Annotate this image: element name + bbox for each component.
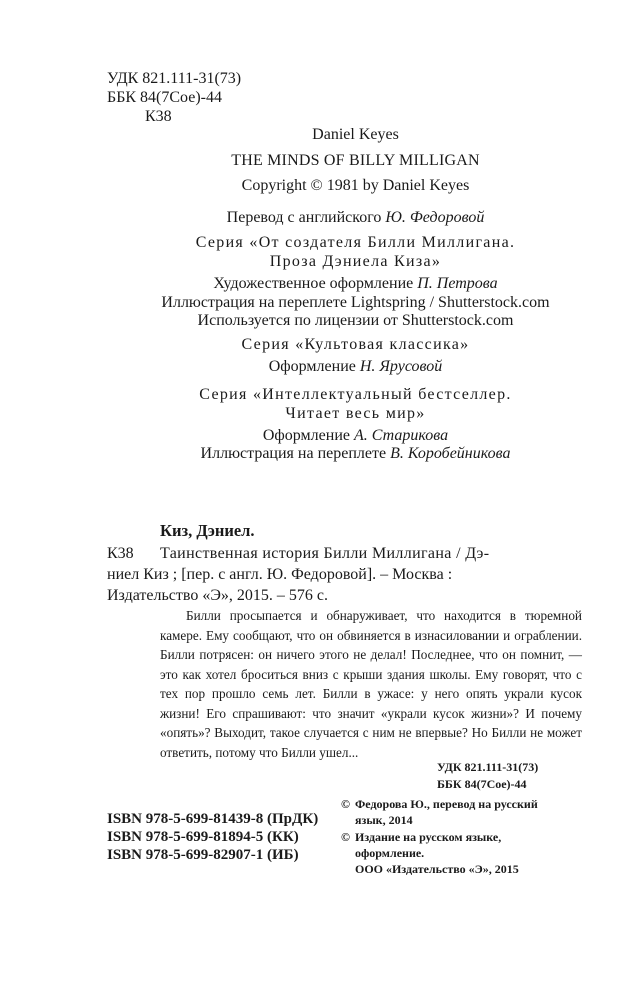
illustration3-name: В. Коробейникова <box>390 445 511 462</box>
author-mark: К38 <box>145 108 172 125</box>
design2-label: Оформление <box>268 358 356 375</box>
design2-credit <box>130 356 581 377</box>
art-name: П. Петрова <box>417 275 498 292</box>
copyright-edition-text: Издание на русском языке, оформление. <box>355 830 502 860</box>
license-credit: Используется по лицензии от Shutterstock.com <box>197 312 514 329</box>
copyright-symbol: © <box>341 797 350 811</box>
copyright-translation <box>341 796 561 828</box>
udk-code: УДК 821.111-31(73) <box>107 70 242 87</box>
series1-line2: Проза Дэниела Киза» <box>269 253 442 270</box>
translation-credit <box>130 207 581 228</box>
design3-label: Оформление <box>262 427 350 444</box>
copyright-edition <box>341 829 561 877</box>
catalog-bbk: ББК 84(7Сое)-44 <box>437 777 527 791</box>
illustration3-label: Иллюстрация на переплете <box>200 445 387 462</box>
catalog-line2: ниел Киз ; [пер. с англ. Ю. Федоровой]. – Москва : <box>107 566 453 583</box>
bbk-code: ББК 84(7Сое)-44 <box>107 89 222 106</box>
annotation-text: Билли просыпается и обнаруживает, что находится в тюремной камере. Ему сообщают, что он обвиняется в изнасиловании и ограблении. Билли потрясен: он ничего этого не делал! Последнее, что он помнит, — это как хотел броситься вниз с крыши здания школы. Ему говорят, что с тех пор прошло семь лет. Билли в ужасе: у него опять украли кусок жизни! Его спрашивают: что значит «украли кусок жизни»? И почему «опять»? Выходит, такое случается с ним не впервые? Но Билли не может ответить, потому что Билли ушел... <box>160 608 582 760</box>
original-copyright: Copyright © 1981 by Daniel Keyes <box>241 177 470 194</box>
isbn-2: ISBN 978-5-699-81894-5 (КК) <box>107 829 299 845</box>
illustration-credit: Иллюстрация на переплете Lightspring / Shutterstock.com <box>161 294 550 311</box>
design2-name: Н. Ярусовой <box>359 358 443 375</box>
isbn-1: ISBN 978-5-699-81439-8 (ПрДК) <box>107 811 319 827</box>
copyright-translation-text: Федорова Ю., перевод на русский язык, 2014 <box>355 797 538 827</box>
annotation <box>160 606 582 762</box>
original-author: Daniel Keyes <box>312 126 399 143</box>
design3-name: А. Старикова <box>353 427 449 444</box>
catalog-author-heading: Киз, Дэниел. <box>160 521 255 540</box>
series3-line1: Серия «Интеллектуальный бестселлер. <box>199 386 512 403</box>
copyright-publisher: ООО «Издательство «Э», 2015 <box>355 862 519 876</box>
original-title: THE MINDS OF BILLY MILLIGAN <box>231 152 480 169</box>
isbn-3: ISBN 978-5-699-82907-1 (ИБ) <box>107 847 299 863</box>
series3-line2: Читает весь мир» <box>285 405 426 422</box>
series1-line1: Серия «От создателя Билли Миллигана. <box>195 234 516 251</box>
translator-name: Ю. Федоровой <box>385 209 485 226</box>
catalog-line3: Издательство «Э», 2015. – 576 с. <box>107 587 328 604</box>
art-label: Художественное оформление <box>213 275 414 292</box>
copyright-symbol: © <box>341 830 350 844</box>
translation-label: Перевод с английского <box>226 209 382 226</box>
illustration3-credit <box>130 443 581 464</box>
catalog-udk: УДК 821.111-31(73) <box>437 760 539 774</box>
catalog-mark: К38 <box>107 545 134 562</box>
series2: Серия «Культовая классика» <box>241 336 470 353</box>
copyright-notices <box>341 796 561 877</box>
catalog-line1: Таинственная история Билли Миллигана / Дэ- <box>160 545 490 562</box>
art-credit <box>130 273 581 294</box>
